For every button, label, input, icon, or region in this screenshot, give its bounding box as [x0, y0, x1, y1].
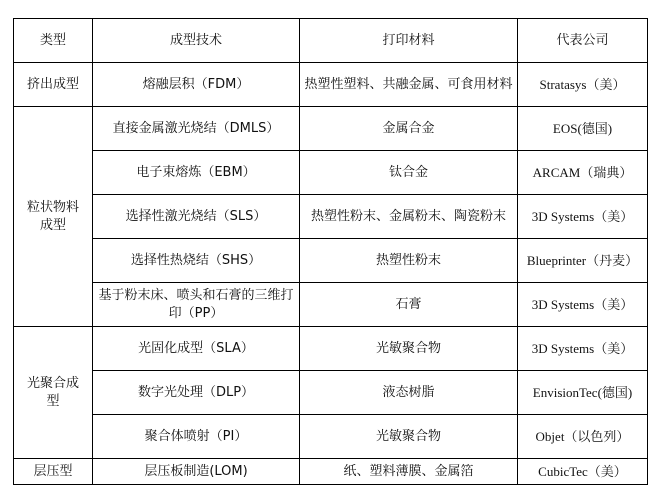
header-material: 打印材料 — [300, 19, 518, 63]
tech-cell: 数字光处理（DLP） — [93, 371, 300, 415]
material-cell: 光敏聚合物 — [300, 415, 518, 459]
material-cell: 液态树脂 — [300, 371, 518, 415]
tech-cell: 层压板制造(LOM) — [93, 459, 300, 485]
tech-cell: 熔融层积（FDM） — [93, 63, 300, 107]
material-cell: 热塑性粉末 — [300, 239, 518, 283]
company-cell: CubicTec（美） — [518, 459, 648, 485]
table-row — [14, 459, 648, 485]
material-cell: 纸、塑料薄膜、金属箔 — [300, 459, 518, 485]
tech-cell: 基于粉末床、喷头和石膏的三维打印（PP） — [93, 283, 300, 327]
tech-cell: 聚合体喷射（PI） — [93, 415, 300, 459]
material-cell: 热塑性粉末、金属粉末、陶瓷粉末 — [300, 195, 518, 239]
category-photopolymer — [14, 327, 93, 459]
material-cell: 热塑性塑料、共融金属、可食用材料 — [300, 63, 518, 107]
company-cell: Stratasys（美） — [518, 63, 648, 107]
category-extrusion: 挤出成型 — [14, 63, 93, 107]
table-row — [14, 415, 648, 459]
category-photopolymer-label: 光聚合成型 — [26, 375, 79, 409]
table-row — [14, 195, 648, 239]
material-cell: 石膏 — [300, 283, 518, 327]
table-row — [14, 107, 648, 151]
material-cell: 钛合金 — [300, 151, 518, 195]
table-row — [14, 371, 648, 415]
company-cell: EnvisionTec(德国) — [518, 371, 648, 415]
table-row — [14, 283, 648, 327]
tech-cell: 选择性热烧结（SHS） — [93, 239, 300, 283]
table-row — [14, 327, 648, 371]
category-lamination: 层压型 — [14, 459, 93, 485]
category-granular — [14, 107, 93, 327]
tech-cell: 选择性激光烧结（SLS） — [93, 195, 300, 239]
tech-cell: 光固化成型（SLA） — [93, 327, 300, 371]
table-row — [14, 239, 648, 283]
tech-cell: 电子束熔炼（EBM） — [93, 151, 300, 195]
company-cell: ARCAM（瑞典） — [518, 151, 648, 195]
company-cell: 3D Systems（美） — [518, 283, 648, 327]
category-granular-label: 粒状物料成型 — [26, 199, 79, 233]
table-row — [14, 63, 648, 107]
header-tech: 成型技术 — [93, 19, 300, 63]
company-cell: EOS(德国) — [518, 107, 648, 151]
header-row — [14, 19, 648, 63]
table-row — [14, 151, 648, 195]
tech-cell: 直接金属激光烧结（DMLS） — [93, 107, 300, 151]
material-cell: 金属合金 — [300, 107, 518, 151]
material-cell: 光敏聚合物 — [300, 327, 518, 371]
company-cell: Objet（以色列） — [518, 415, 648, 459]
company-cell: Blueprinter（丹麦） — [518, 239, 648, 283]
header-type: 类型 — [14, 19, 93, 63]
company-cell: 3D Systems（美） — [518, 327, 648, 371]
header-company: 代表公司 — [518, 19, 648, 63]
company-cell: 3D Systems（美） — [518, 195, 648, 239]
3d-printing-technology-table — [13, 18, 648, 485]
